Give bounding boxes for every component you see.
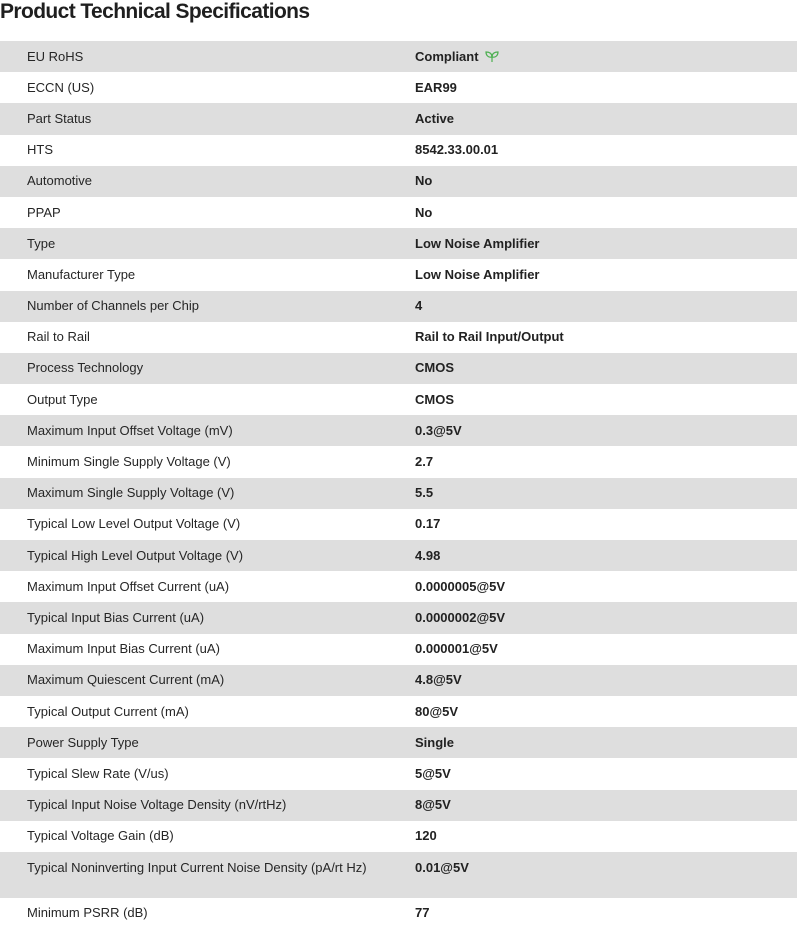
spec-label: Minimum Single Supply Voltage (V): [27, 454, 231, 470]
spec-label: Number of Channels per Chip: [27, 298, 199, 314]
spec-value: CMOS: [415, 391, 454, 407]
spec-row-type: [0, 228, 797, 259]
spec-value: No: [415, 204, 433, 220]
spec-label: Automotive: [27, 173, 93, 189]
spec-value: 0.0000002@5V: [415, 609, 506, 625]
spec-value: Low Noise Amplifier: [415, 235, 540, 251]
spec-row-manufacturer-type: [0, 259, 797, 290]
spec-label: Typical Low Level Output Voltage (V): [27, 516, 241, 532]
spec-row-min-single-supply-voltage: [0, 446, 797, 477]
spec-row-process-technology: [0, 353, 797, 384]
spec-table: [0, 41, 797, 929]
spec-row-slew-rate: [0, 758, 797, 789]
spec-row-channels: [0, 291, 797, 322]
spec-label: Typical Output Current (mA): [27, 703, 189, 719]
spec-value: Rail to Rail Input/Output: [415, 329, 564, 345]
spec-label: Maximum Single Supply Voltage (V): [27, 485, 235, 501]
spec-row-current-noise-density: [0, 852, 797, 898]
spec-row-automotive: [0, 166, 797, 197]
spec-value: Active: [415, 110, 455, 126]
spec-label: Type: [27, 235, 56, 251]
spec-value: 5.5: [415, 485, 434, 501]
spec-row-output-type: [0, 384, 797, 415]
spec-label: Typical Input Bias Current (uA): [27, 609, 205, 625]
spec-value: No: [415, 173, 433, 189]
spec-row-max-quiescent-current: [0, 665, 797, 696]
spec-row-typ-input-bias-current: [0, 602, 797, 633]
spec-label: Maximum Quiescent Current (mA): [27, 672, 225, 688]
spec-label: EU RoHS: [27, 48, 84, 64]
spec-row-typ-output-current: [0, 696, 797, 727]
spec-label: Output Type: [27, 391, 98, 407]
spec-value: 80@5V: [415, 703, 459, 719]
spec-value: 2.7: [415, 454, 434, 470]
spec-value: 8542.33.00.01: [415, 142, 499, 158]
spec-value: 5@5V: [415, 765, 451, 781]
spec-row-eu-rohs: [0, 41, 797, 72]
spec-label: Typical High Level Output Voltage (V): [27, 547, 244, 563]
spec-label: Power Supply Type: [27, 734, 139, 750]
spec-value: 8@5V: [415, 797, 451, 813]
spec-value: 0.17: [415, 516, 441, 532]
spec-label: Maximum Input Offset Current (uA): [27, 578, 230, 594]
spec-row-max-input-offset-voltage: [0, 415, 797, 446]
spec-label: Process Technology: [27, 360, 144, 376]
spec-label: Typical Noninverting Input Current Noise Density (pA/rt Hz): [27, 859, 367, 875]
spec-row-rail-to-rail: [0, 322, 797, 353]
spec-label: Manufacturer Type: [27, 266, 136, 282]
spec-row-voltage-gain: [0, 821, 797, 852]
spec-value: CMOS: [415, 360, 454, 376]
spec-value: 4.8@5V: [415, 672, 462, 688]
page-title: Product Technical Specifications: [0, 0, 310, 23]
spec-value: 4: [415, 298, 423, 314]
spec-label: Minimum PSRR (dB): [27, 905, 148, 921]
spec-value: Single: [415, 734, 455, 750]
spec-value-wrap: [415, 49, 499, 65]
spec-label: Typical Input Noise Voltage Density (nV/rtHz): [27, 797, 287, 813]
spec-row-max-single-supply-voltage: [0, 478, 797, 509]
spec-value: 0.01@5V: [415, 859, 469, 875]
spec-row-eccn: [0, 72, 797, 103]
spec-label: Typical Voltage Gain (dB): [27, 828, 174, 844]
spec-row-ppap: [0, 197, 797, 228]
spec-row-high-level-output-voltage: [0, 540, 797, 571]
spec-label: HTS: [27, 142, 53, 158]
spec-label: Rail to Rail: [27, 329, 90, 345]
spec-value: EAR99: [415, 79, 457, 95]
spec-label: PPAP: [27, 204, 61, 220]
spec-value: 4.98: [415, 547, 441, 563]
spec-value: 0.0000005@5V: [415, 578, 506, 594]
spec-value: 77: [415, 905, 430, 921]
spec-label: Maximum Input Offset Voltage (mV): [27, 422, 233, 438]
spec-label: Typical Slew Rate (V/us): [27, 765, 169, 781]
spec-label: ECCN (US): [27, 79, 95, 95]
spec-label: Maximum Input Bias Current (uA): [27, 641, 220, 657]
spec-row-max-input-bias-current: [0, 634, 797, 665]
spec-value: Low Noise Amplifier: [415, 266, 540, 282]
spec-row-part-status: [0, 103, 797, 134]
spec-row-hts: [0, 135, 797, 166]
spec-label: Part Status: [27, 110, 92, 126]
spec-value: 0.3@5V: [415, 422, 462, 438]
spec-row-max-input-offset-current: [0, 571, 797, 602]
spec-value: Compliant: [415, 48, 479, 64]
spec-row-power-supply-type: [0, 727, 797, 758]
leaf-icon: [485, 51, 499, 63]
spec-value: 0.000001@5V: [415, 641, 498, 657]
spec-row-min-psrr: [0, 898, 797, 929]
spec-row-noise-voltage-density: [0, 790, 797, 821]
spec-row-low-level-output-voltage: [0, 509, 797, 540]
spec-value: 120: [415, 828, 437, 844]
